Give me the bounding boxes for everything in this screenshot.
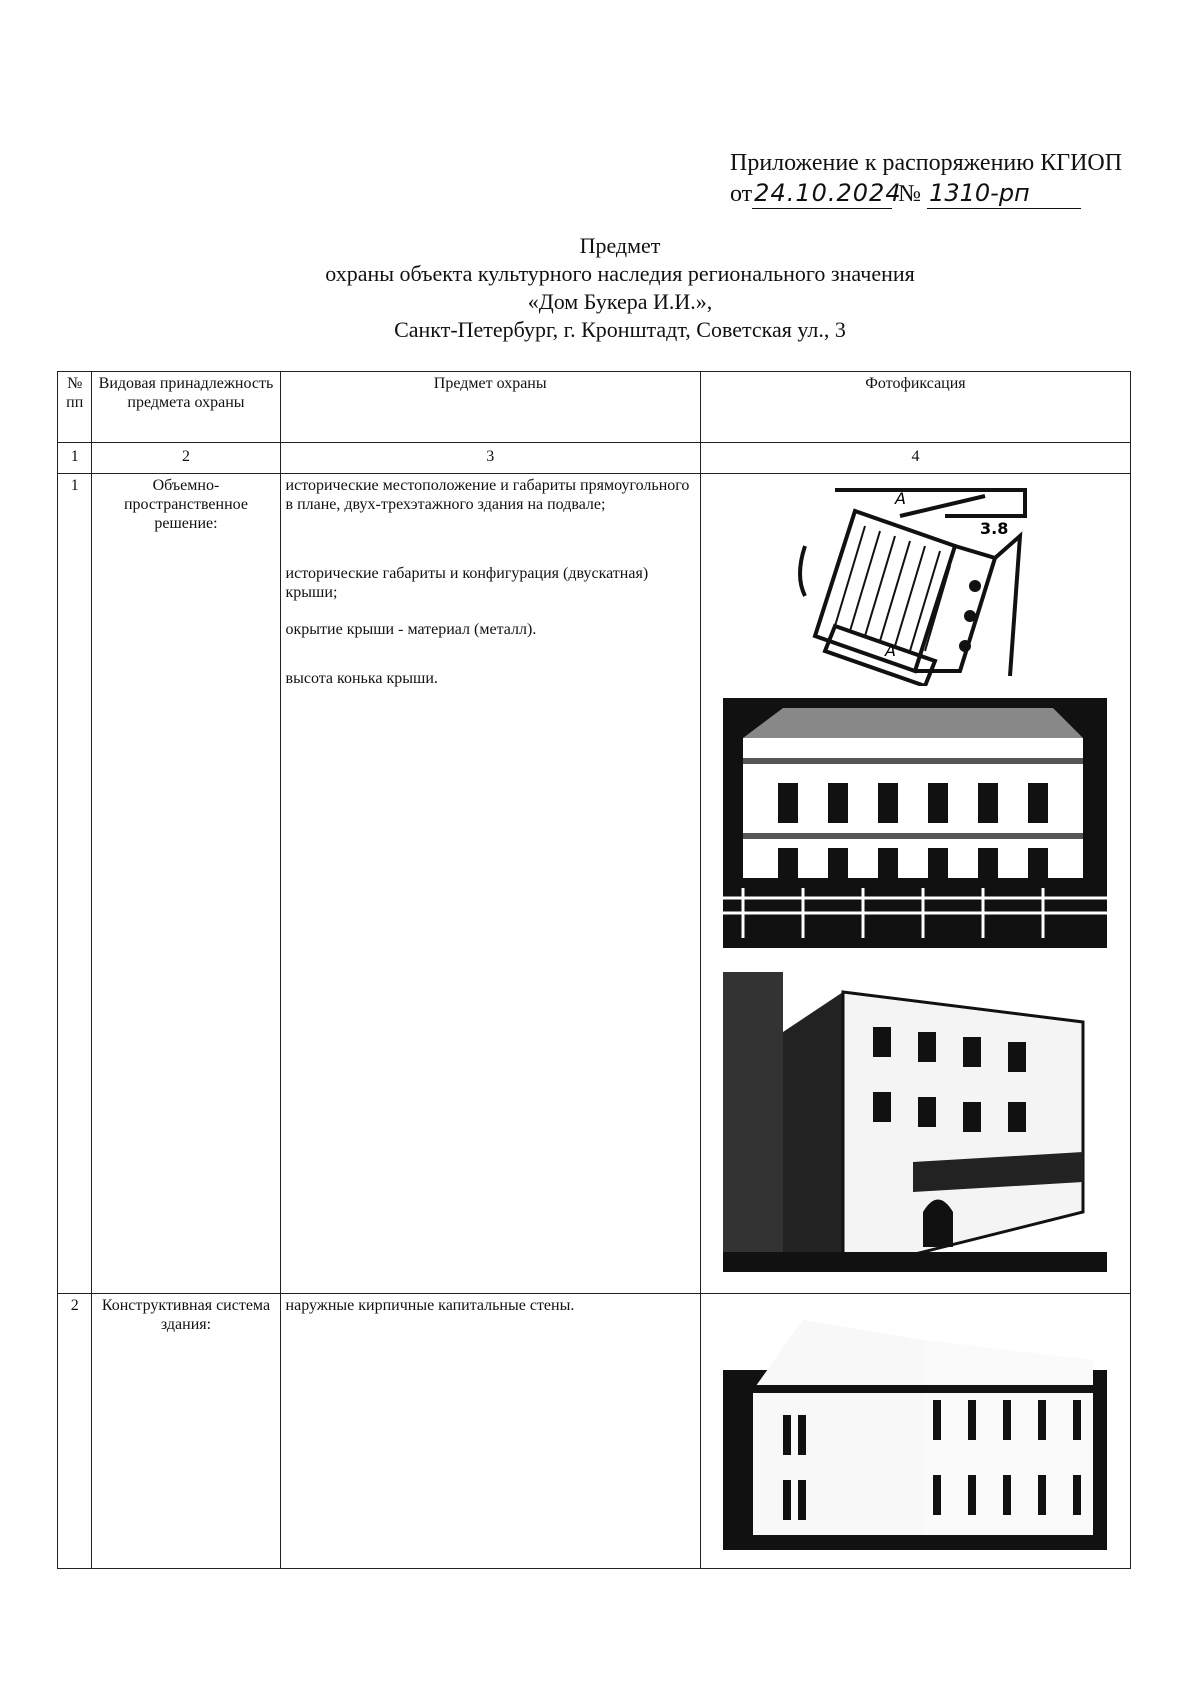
table-row bbox=[58, 474, 1131, 1294]
row-photos bbox=[700, 474, 1130, 1294]
protection-table bbox=[57, 371, 1131, 1569]
index-cell: 3 bbox=[280, 443, 700, 474]
appendix-line: Приложение к распоряжению КГИОП bbox=[730, 150, 1123, 176]
table-row bbox=[58, 1294, 1131, 1569]
header-number: № пп bbox=[58, 372, 92, 443]
corner-view-photo bbox=[723, 972, 1107, 1272]
subject-item: исторические местоположение и габариты прямоугольного в плане, двух-трехэтажного здания на подвале; bbox=[285, 477, 690, 513]
title-line-4: Санкт-Петербург, г. Кронштадт, Советская ул., 3 bbox=[394, 317, 846, 342]
site-plan-image bbox=[795, 476, 1035, 686]
index-cell: 2 bbox=[92, 443, 280, 474]
header-subject: Предмет охраны bbox=[280, 372, 700, 443]
document-title bbox=[0, 232, 1200, 344]
plan-label-a-bottom: А bbox=[885, 641, 897, 660]
decree-date: 24.10.2024 bbox=[754, 179, 902, 207]
row-type: Конструктивная система здания: bbox=[92, 1294, 280, 1569]
subject-item: исторические габариты и конфигурация (двускатная) крыши; bbox=[285, 565, 649, 601]
title-line-2: охраны объекта культурного наследия регионального значения bbox=[325, 261, 915, 286]
appendix-header bbox=[730, 148, 1122, 209]
street-view-photo bbox=[723, 1300, 1107, 1550]
row-photos bbox=[700, 1294, 1130, 1569]
header-row bbox=[58, 372, 1131, 443]
title-line-3: «Дом Букера И.И.», bbox=[527, 289, 713, 314]
row-type: Объемно-пространственное решение: bbox=[92, 474, 280, 1294]
index-row bbox=[58, 443, 1131, 474]
number-label: № bbox=[898, 181, 922, 207]
decree-number: 1310-рп bbox=[927, 178, 1081, 209]
index-cell: 4 bbox=[700, 443, 1130, 474]
row-subject bbox=[280, 474, 700, 1294]
subject-item: наружные кирпичные капитальные стены. bbox=[285, 1297, 575, 1314]
plan-label-height: 3.8 bbox=[980, 519, 1009, 538]
header-type: Видовая принадлежность предмета охраны bbox=[92, 372, 280, 443]
facade-photo bbox=[723, 698, 1107, 948]
subject-item: окрытие крыши - материал (металл). bbox=[285, 621, 537, 638]
row-number: 2 bbox=[58, 1294, 92, 1569]
row-number: 1 bbox=[58, 474, 92, 1294]
row-subject bbox=[280, 1294, 700, 1569]
plan-label-a-top: А bbox=[895, 489, 907, 508]
appendix-date-line bbox=[730, 178, 1122, 209]
from-label: от bbox=[730, 181, 753, 207]
title-line-1: Предмет bbox=[579, 233, 661, 258]
subject-item: высота конька крыши. bbox=[285, 670, 438, 687]
index-cell: 1 bbox=[58, 443, 92, 474]
header-photo: Фотофиксация bbox=[700, 372, 1130, 443]
